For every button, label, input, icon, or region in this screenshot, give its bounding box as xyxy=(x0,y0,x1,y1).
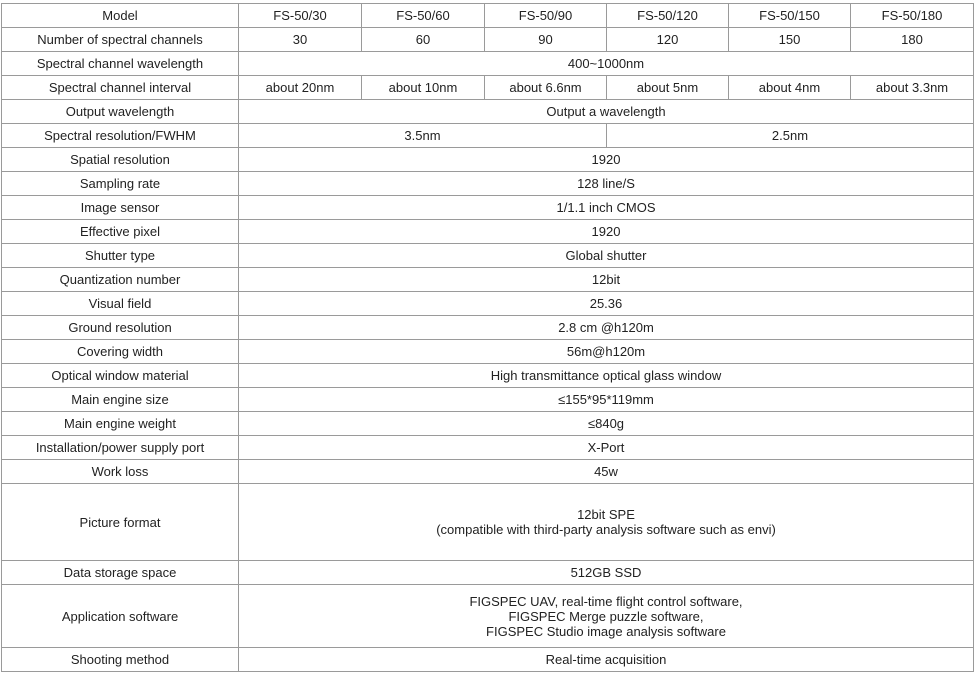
row-label: Number of spectral channels xyxy=(2,28,239,52)
value-cell: Output a wavelength xyxy=(239,100,974,124)
row-label: Shutter type xyxy=(2,244,239,268)
value-cell: 45w xyxy=(239,460,974,484)
row-label: Output wavelength xyxy=(2,100,239,124)
model-cell: FS-50/180 xyxy=(851,4,974,28)
row-label: Work loss xyxy=(2,460,239,484)
row-label: Optical window material xyxy=(2,364,239,388)
row-label: Shooting method xyxy=(2,648,239,672)
model-cell: FS-50/90 xyxy=(485,4,607,28)
value-cell: ≤155*95*119mm xyxy=(239,388,974,412)
row-output-wavelength xyxy=(2,100,974,124)
row-label: Effective pixel xyxy=(2,220,239,244)
value-cell: 56m@h120m xyxy=(239,340,974,364)
row-label: Spectral channel interval xyxy=(2,76,239,100)
row-interval xyxy=(2,76,974,100)
value-cell: High transmittance optical glass window xyxy=(239,364,974,388)
row-label: Spatial resolution xyxy=(2,148,239,172)
value-cell: 30 xyxy=(239,28,362,52)
row-shutter-type xyxy=(2,244,974,268)
value-cell: 150 xyxy=(729,28,851,52)
row-storage xyxy=(2,561,974,585)
value-cell: 1/1.1 inch CMOS xyxy=(239,196,974,220)
value-cell: about 3.3nm xyxy=(851,76,974,100)
row-ground-resolution xyxy=(2,316,974,340)
value-cell: 90 xyxy=(485,28,607,52)
value-cell: 60 xyxy=(362,28,485,52)
row-engine-size xyxy=(2,388,974,412)
value-cell: 2.5nm xyxy=(607,124,974,148)
row-channels xyxy=(2,28,974,52)
row-label: Picture format xyxy=(2,484,239,561)
model-cell: FS-50/30 xyxy=(239,4,362,28)
row-label: Spectral resolution/FWHM xyxy=(2,124,239,148)
value-cell: 12bit xyxy=(239,268,974,292)
value-cell: 400~1000nm xyxy=(239,52,974,76)
row-software xyxy=(2,585,974,648)
value-cell: 1920 xyxy=(239,220,974,244)
row-quantization xyxy=(2,268,974,292)
value-cell: 120 xyxy=(607,28,729,52)
row-label: Installation/power supply port xyxy=(2,436,239,460)
row-label: Main engine size xyxy=(2,388,239,412)
row-shooting xyxy=(2,648,974,672)
row-visual-field xyxy=(2,292,974,316)
value-line: (compatible with third-party analysis software such as envi) xyxy=(436,522,776,537)
row-effective-pixel xyxy=(2,220,974,244)
row-label: Covering width xyxy=(2,340,239,364)
model-cell: FS-50/150 xyxy=(729,4,851,28)
value-cell: ≤840g xyxy=(239,412,974,436)
value-cell xyxy=(239,585,974,648)
specification-table xyxy=(1,3,974,672)
value-cell xyxy=(239,484,974,561)
value-cell: about 4nm xyxy=(729,76,851,100)
value-cell: 3.5nm xyxy=(239,124,607,148)
value-cell: about 5nm xyxy=(607,76,729,100)
row-covering-width xyxy=(2,340,974,364)
value-cell: 2.8 cm @h120m xyxy=(239,316,974,340)
row-sampling-rate xyxy=(2,172,974,196)
row-label: Sampling rate xyxy=(2,172,239,196)
row-label: Data storage space xyxy=(2,561,239,585)
value-cell: about 6.6nm xyxy=(485,76,607,100)
row-optical-window xyxy=(2,364,974,388)
row-label: Ground resolution xyxy=(2,316,239,340)
value-line: 12bit SPE xyxy=(577,507,635,522)
model-cell: FS-50/120 xyxy=(607,4,729,28)
value-line: FIGSPEC Studio image analysis software xyxy=(486,623,726,639)
value-cell: about 10nm xyxy=(362,76,485,100)
value-cell: 128 line/S xyxy=(239,172,974,196)
value-cell: 25.36 xyxy=(239,292,974,316)
row-port xyxy=(2,436,974,460)
value-cell: Global shutter xyxy=(239,244,974,268)
row-image-sensor xyxy=(2,196,974,220)
value-line: FIGSPEC Merge puzzle software, xyxy=(508,608,704,624)
row-model xyxy=(2,4,974,28)
model-cell: FS-50/60 xyxy=(362,4,485,28)
value-cell: 180 xyxy=(851,28,974,52)
value-cell: 512GB SSD xyxy=(239,561,974,585)
row-wavelength xyxy=(2,52,974,76)
row-work-loss xyxy=(2,460,974,484)
row-spatial-resolution xyxy=(2,148,974,172)
row-label: Visual field xyxy=(2,292,239,316)
row-label: Model xyxy=(2,4,239,28)
row-picture-format xyxy=(2,484,974,561)
row-label: Application software xyxy=(2,585,239,648)
row-fwhm xyxy=(2,124,974,148)
value-line: FIGSPEC UAV, real-time flight control software, xyxy=(469,593,743,609)
value-cell: X-Port xyxy=(239,436,974,460)
row-label: Main engine weight xyxy=(2,412,239,436)
value-cell: 1920 xyxy=(239,148,974,172)
row-engine-weight xyxy=(2,412,974,436)
value-cell: Real-time acquisition xyxy=(239,648,974,672)
row-label: Spectral channel wavelength xyxy=(2,52,239,76)
value-cell: about 20nm xyxy=(239,76,362,100)
row-label: Quantization number xyxy=(2,268,239,292)
row-label: Image sensor xyxy=(2,196,239,220)
